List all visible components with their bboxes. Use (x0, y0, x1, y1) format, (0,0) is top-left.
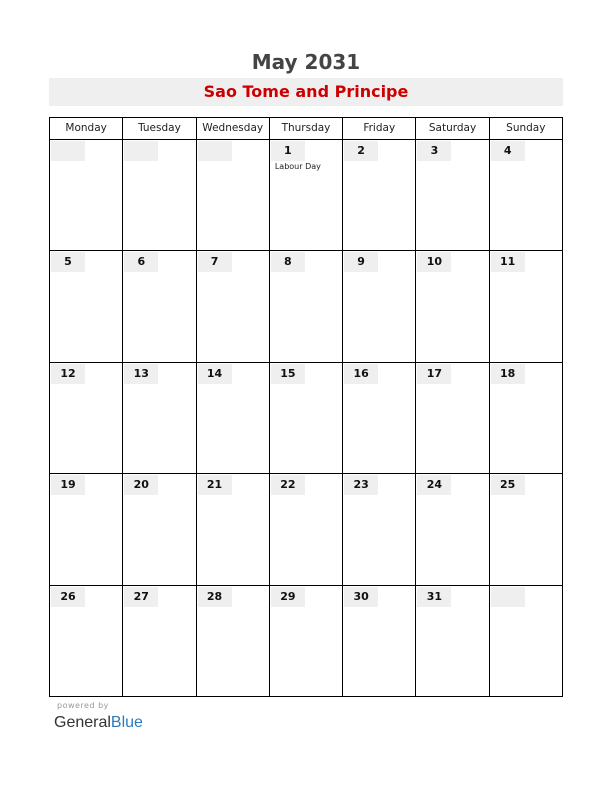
day-cell[interactable] (343, 474, 416, 584)
weeks-container (50, 140, 562, 696)
weekday-header-row (50, 118, 562, 140)
day-number: 21 (198, 475, 232, 495)
day-cell[interactable] (490, 251, 562, 361)
day-cell[interactable] (343, 251, 416, 361)
day-number: 6 (124, 252, 158, 272)
day-number (491, 587, 525, 607)
day-number: 22 (271, 475, 305, 495)
day-number: 4 (491, 141, 525, 161)
day-number: 2 (344, 141, 378, 161)
day-cell[interactable] (123, 363, 196, 473)
weekday-header: Thursday (270, 118, 343, 139)
powered-by-text: powered by (57, 701, 109, 710)
day-number: 27 (124, 587, 158, 607)
brand-logo[interactable] (54, 713, 254, 733)
country-name: Sao Tome and Principe (203, 82, 409, 101)
day-number: 30 (344, 587, 378, 607)
day-number: 8 (271, 252, 305, 272)
day-cell[interactable] (123, 140, 196, 250)
day-number: 31 (417, 587, 451, 607)
day-cell[interactable] (197, 474, 270, 584)
day-number (198, 141, 232, 161)
day-cell[interactable] (197, 140, 270, 250)
brand-general-text: General (54, 714, 111, 731)
day-number: 11 (491, 252, 525, 272)
day-cell[interactable] (416, 140, 489, 250)
day-cell[interactable] (123, 474, 196, 584)
day-cell[interactable] (123, 586, 196, 696)
day-cell[interactable] (270, 251, 343, 361)
weekday-header: Saturday (416, 118, 489, 139)
day-cell[interactable] (343, 363, 416, 473)
day-cell[interactable] (197, 251, 270, 361)
weekday-header: Tuesday (123, 118, 196, 139)
day-number (51, 141, 85, 161)
day-number: 13 (124, 364, 158, 384)
day-cell[interactable] (123, 251, 196, 361)
weekday-header: Monday (50, 118, 123, 139)
day-cell[interactable] (270, 474, 343, 584)
day-number: 23 (344, 475, 378, 495)
week-row (50, 140, 562, 251)
day-cell[interactable] (343, 140, 416, 250)
day-cell[interactable] (416, 586, 489, 696)
calendar-grid (49, 117, 563, 697)
brand-blue-text: Blue (110, 714, 143, 731)
day-cell[interactable] (50, 140, 123, 250)
day-number: 14 (198, 364, 232, 384)
week-row (50, 474, 562, 585)
day-number: 24 (417, 475, 451, 495)
day-number: 5 (51, 252, 85, 272)
country-banner (49, 78, 563, 106)
day-number: 15 (271, 364, 305, 384)
holiday-label: Labour Day (274, 162, 321, 171)
day-cell[interactable] (416, 251, 489, 361)
day-number: 17 (417, 364, 451, 384)
weekday-header: Friday (343, 118, 416, 139)
month-title: May 2031 (251, 50, 361, 74)
day-cell[interactable] (50, 586, 123, 696)
weekday-header: Wednesday (197, 118, 270, 139)
week-row (50, 251, 562, 362)
day-number: 1 (271, 141, 305, 161)
day-cell[interactable] (416, 363, 489, 473)
day-cell[interactable] (197, 363, 270, 473)
day-cell[interactable] (416, 474, 489, 584)
day-number: 3 (417, 141, 451, 161)
day-cell[interactable] (343, 586, 416, 696)
day-number: 19 (51, 475, 85, 495)
day-number: 18 (491, 364, 525, 384)
day-cell[interactable] (490, 363, 562, 473)
day-number: 26 (51, 587, 85, 607)
day-number: 7 (198, 252, 232, 272)
day-number: 12 (51, 364, 85, 384)
day-number: 28 (198, 587, 232, 607)
day-cell[interactable] (197, 586, 270, 696)
weekday-header: Sunday (506, 122, 546, 134)
day-cell[interactable] (270, 140, 343, 250)
day-cell[interactable] (490, 140, 562, 250)
day-number: 16 (344, 364, 378, 384)
day-number (124, 141, 158, 161)
day-cell[interactable] (50, 363, 123, 473)
footer-branding (54, 700, 254, 733)
day-cell[interactable] (50, 251, 123, 361)
day-cell[interactable] (270, 586, 343, 696)
day-cell[interactable] (270, 363, 343, 473)
week-row (50, 586, 562, 696)
week-row (50, 363, 562, 474)
day-number: 10 (417, 252, 451, 272)
day-number: 29 (271, 587, 305, 607)
day-cell[interactable] (490, 474, 562, 584)
day-number: 25 (491, 475, 525, 495)
day-cell[interactable] (490, 586, 562, 696)
day-number: 9 (344, 252, 378, 272)
day-number: 20 (124, 475, 158, 495)
day-cell[interactable] (50, 474, 123, 584)
